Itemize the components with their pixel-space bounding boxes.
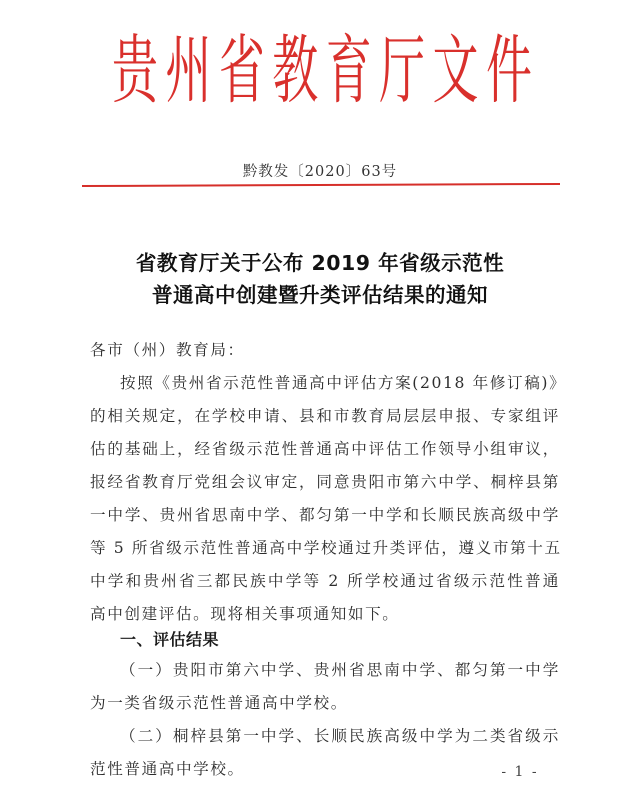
header-char: 育: [325, 26, 372, 114]
header-char: 省: [218, 26, 265, 114]
header-char: 贵: [112, 26, 158, 114]
paragraph-line: 等 5 所省级示范性普通高中学校通过升类评估，遵义市第十五: [90, 539, 562, 557]
result-item-line: 为一类省级示范性普通高中学校。: [90, 694, 348, 712]
paragraph-line: 估的基础上，经省级示范性普通高中评估工作领导小组审议，: [90, 440, 560, 458]
salutation: 各市（州）教育局：: [90, 341, 245, 359]
paragraph-line: 高中创建评估。现将相关事项通知如下。: [90, 605, 400, 623]
page-number: - 1 -: [501, 764, 539, 780]
header-char: 厅: [379, 26, 426, 114]
header-char: 州: [165, 26, 212, 114]
issuing-authority-header: [112, 22, 532, 118]
result-item-line: 范性普通高中学校。: [90, 760, 245, 778]
document-title-line-2: 普通高中创建暨升类评估结果的通知: [152, 283, 488, 307]
header-char: 文: [432, 26, 479, 114]
paragraph-line: 报经省教育厅党组会议审定，同意贵阳市第六中学、桐梓县第: [90, 473, 560, 491]
result-item-line: （一）贵阳市第六中学、贵州省思南中学、都匀第一中学: [120, 661, 560, 679]
paragraph-line: 中学和贵州省三都民族中学等 2 所学校通过省级示范性普通: [90, 572, 560, 590]
document-title-line-1: 省教育厅关于公布 2019 年省级示范性: [135, 251, 505, 275]
header-char: 件: [485, 26, 532, 114]
header-char: 教: [272, 26, 319, 114]
paragraph-line: 按照《贵州省示范性普通高中评估方案(2018 年修订稿)》: [120, 374, 567, 392]
red-divider-line: [82, 183, 560, 187]
paragraph-line: 的相关规定，在学校申请、县和市教育局层层申报、专家组评: [90, 407, 560, 425]
paragraph-line: 一中学、贵州省思南中学、都匀第一中学和长顺民族高级中学: [90, 506, 560, 524]
result-item-line: （二）桐梓县第一中学、长顺民族高级中学为二类省级示: [120, 727, 560, 745]
section-heading: 一、评估结果: [120, 630, 220, 649]
document-number: 黔教发〔2020〕63号: [242, 164, 398, 180]
